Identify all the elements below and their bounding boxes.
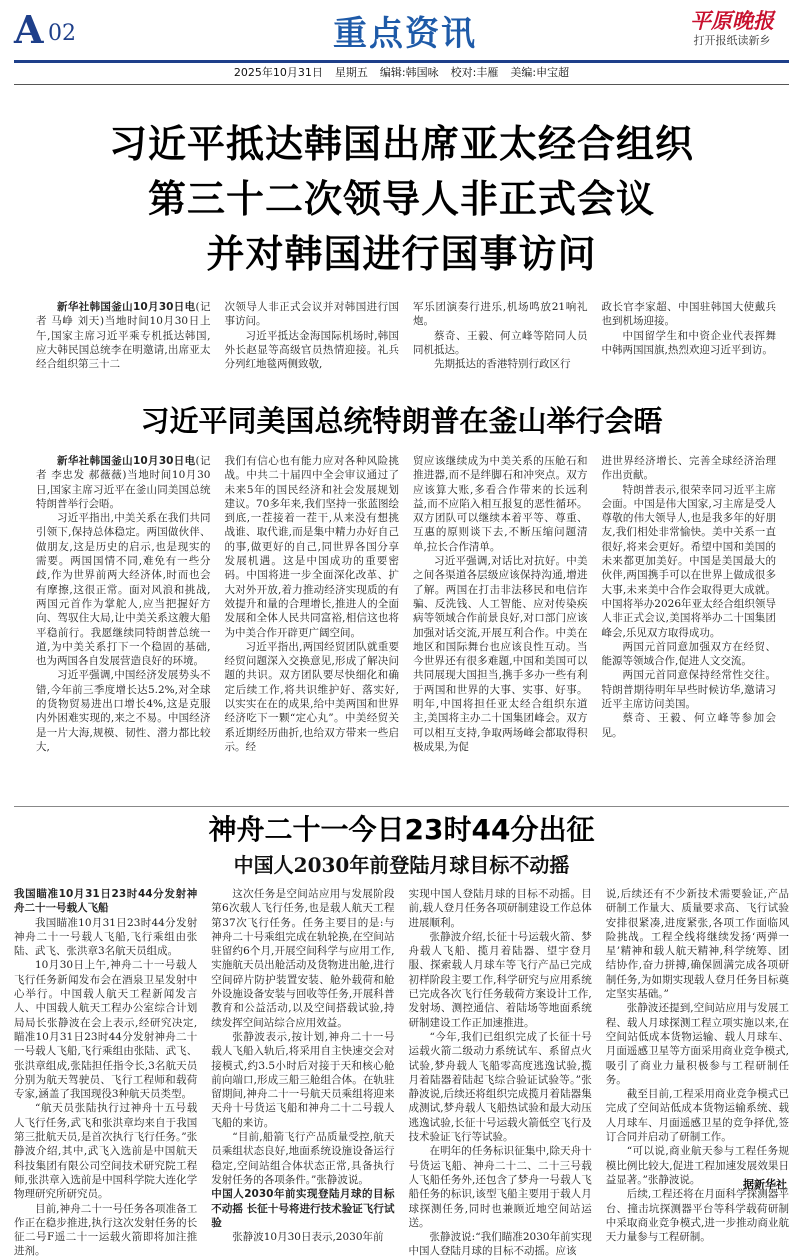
issue-weekday: 星期五: [334, 66, 368, 79]
article3-col4-p1: 说,后续还有不少新技术需要验证,产品研制工作量大、质量要求高、飞行试验安排很紧凑,进度紧张,各项工作面临风险挑战。工程全线将继续发扬‘两弹一星’精神和载人航天精神,科学统筹、团结协作,奋力拼搏,确保圆满完成各项研制任务,为如期实现载人登月任务目标奠定坚实基础。”: [605, 888, 789, 1001]
issue-date: 2025年10月31日: [233, 66, 323, 79]
article1-col4-text2: 中国留学生和中资企业代表挥舞中韩两国国旗,热烈欢迎习近平到访。: [601, 329, 776, 356]
article2-col1-p3: 习近平强调,中国经济发展势头不错,今年前三季度增长达5.2%,对全球的货物贸易进出口增长4%,这是克服内外困难实现的,来之不易。中国经济是一片大海,规模、韧性、潜力都比较大,: [36, 669, 211, 753]
article2-headline: 习近平同美国总统特朗普在釜山举行会晤: [140, 404, 663, 438]
article1-col2: [225, 300, 400, 388]
article1-col3-text2: 蔡奇、王毅、何立峰等陪同人员同机抵达。: [413, 329, 588, 356]
article3-col4-p2: 张静波还提到,空间站应用与发展工程、载人月球探测工程立项实施以来,在空间站低成本货物运输、载人月球车、月面遥感卫星等方面采用商业竞争模式,吸引了商业力量积极参与工程研制任务。: [605, 1002, 789, 1086]
article2-col2-p1: 我们有信心也有能力应对各种风险挑战。中共二十届四中全会审议通过了未来5年的国民经济和社会发展规划建议。70多年来,我们坚持一张蓝图绘到底,一茬接着一茬干,从来没有想挑战谁、取代谁,而是集中精力办好自己的事,做更好的自己,同世界各国分享发展机遇。这是中国成功的重要密码。中国将进一步全面深化改革、扩大对外开放,着力推动经济实现质的有效提升和量的合理增长,推进人的全面发展和全体人民共同富裕,相信这也将为中美合作开辟更广阔空间。: [224, 455, 399, 639]
article3-col3-p5: 张静波说:“我们瞄准2030年前实现中国人登陆月球的目标不动摇。应该: [408, 1231, 592, 1258]
article2-col4-p2: 特朗普表示,很荣幸同习近平主席会面。中国是伟大国家,习主席是受人尊敬的伟大领导人,也是我多年的好朋友,我们相处非常愉快。美中关系一直很好,将来会更好。希望中国和美国的未来都更加美好。中国是美国最大的伙伴,两国携手可以在世界上做成很多大事,未来美中合作会取得更大成就。中国将举办2026年亚太经合组织领导人非正式会议,美国将举办二十国集团峰会,乐见双方取得成功。: [601, 483, 776, 639]
article1-dateline: 新华社韩国釜山10月30日电: [57, 301, 196, 313]
article1-byline: (记者 马峥 刘天): [36, 301, 211, 328]
article2-col3: [413, 454, 588, 799]
article1-col2-text: 次领导人非正式会议并对韩国进行国事访问。: [224, 301, 399, 328]
article1-col4: [602, 300, 777, 388]
article2-col2: [225, 454, 400, 799]
article3-col3-p4: 在明年的任务标识征集中,除天舟十号货运飞船、神舟二十二、二十三号载人飞船任务外,还包含了梦舟一号载人飞船任务的标识,该型飞船主要用于载人月球探测任务,同时也兼顾近地空间站运送。: [408, 1145, 592, 1229]
article3-col1: [14, 887, 198, 1258]
article2-col1-p2: 习近平指出,中美关系在我们共同引领下,保持总体稳定。两国做伙伴、做朋友,这是历史的启示,也是现实的需要。两国国情不同,难免有一些分歧,作为世界前两大经济体,时而也会有摩擦,这很正常。面对风浪和挑战,两国元首作为掌舵人,应当把握好方向、驾驭住大局,让中美关系这艘大船平稳前行。我愿继续同特朗普总统一道,为中美关系打下一个稳固的基础,也为两国各自发展营造良好的环境。: [36, 512, 211, 668]
article3-col3-p2: 张静波介绍,长征十号运载火箭、梦舟载人飞船、揽月着陆器、望宇登月服、探索载人月球车等飞行产品已完成初样阶段主要工作,科学研究与应用系统已完成各次飞行任务载荷方案设计工作,发射场、测控通信、着陆场等地面系统研制建设工作正加速推进。: [408, 930, 592, 1029]
article2-col1-p1: 当地时间10月30日,国家主席习近平在釜山同美国总统特朗普举行会晤。: [36, 469, 211, 510]
article3-col1-p4: 目前,神舟二十一号任务各项准备工作正在稳步推进,执行这次发射任务的长征二号F遥二十一运载火箭即将加注推进剂。: [14, 1202, 198, 1258]
article2-body: [36, 454, 776, 799]
article3-col4-p3: 截至目前,工程采用商业竞争模式已完成了空间站低成本货物运输系统、载人月球车、月面遥感卫星的竞争择优,签订合同并启动了研制工作。: [605, 1088, 789, 1144]
article1-headline-line2: 第三十二次领导人非正式会议: [147, 177, 655, 221]
article3-col2-p4: 张静波10月30日表示,2030年前: [232, 1231, 384, 1244]
page-number: 02: [48, 21, 76, 46]
editor-credit: 编辑:韩国咏: [379, 66, 439, 79]
article2-col1: [36, 454, 211, 799]
dateline: [0, 66, 803, 80]
article3-col2: [211, 887, 395, 1244]
article2-col4-p1: 进世界经济增长、完善全球经济治理作出贡献。: [601, 455, 776, 482]
article2-col4-p3: 两国元首同意加强双方在经贸、能源等领域合作,促进人文交流。: [601, 640, 776, 668]
article3-col3-p3: “今年,我们已组织完成了长征十号运载火箭二级动力系统试车、系留点火试验,梦舟载人飞船零高度逃逸试验,揽月着陆器着陆起飞综合验证试验等。”张静波说,后续还将组织完成揽月着陆器集成测试,梦舟载人飞船热试验和最大动压逃逸试验,长征十号运载火箭低空飞行及技术验证飞行等试验。: [408, 1030, 592, 1144]
article1-headline-line3: 并对韩国进行国事访问: [206, 232, 597, 276]
article3-col3: [408, 887, 592, 1258]
article1-col3-text: 军乐团演奏行进乐,机场鸣放21响礼炮。: [413, 301, 588, 328]
article3-col1-p1: 我国瞄准10月31日23时44分发射神舟二十一号载人飞船,飞行乘组由张陆、武飞、张洪章3名航天员组成。: [14, 916, 198, 958]
header-rule: [14, 60, 789, 63]
brand-slogan: 打开报纸读新乡: [693, 34, 771, 47]
article1-headline: [0, 117, 803, 282]
article3-subheadline: 中国人2030年前登陆月球目标不动摇: [233, 853, 570, 877]
article1-body: [36, 300, 776, 388]
article2-col3-p2: 习近平强调,对话比对抗好。中美之间各渠道各层级应该保持沟通,增进了解。两国在打击非法移民和电信诈骗、反洗钱、人工智能、应对传染疾病等领域合作前景良好,对口部门应该加强对话交流,开展互利合作。中美在地区和国际舞台也应该良性互动。当今世界还有很多难题,中国和美国可以共同展现大国担当,携手多办一些有利于两国和世界的大事、实事、好事。明年,中国将担任亚太经合组织东道主,美国将主办二十国集团峰会。双方可以相互支持,争取两场峰会都取得积极成果,为促: [413, 555, 588, 753]
article3-col1-p2: 10月30日上午,神舟二十一号载人飞行任务新闻发布会在酒泉卫星发射中心举行。中国载人航天工程新闻发言人、中国载人航天工程办公室综合计划局局长张静波在会上表示,经研究决定,瞄准10月31日23时44分发射神舟二十一号载人飞船,飞行乘组由张陆、武飞、张洪章组成,张陆担任指令长,3名航天员分别为航天驾驶员、飞行工程师和载荷专家,涵盖了我国现役3种航天员类型。: [14, 959, 198, 1101]
article1-col3-text3: 先期抵达的香港特别行政区行: [434, 358, 571, 371]
article1-col3: [413, 300, 588, 388]
article-separator: [14, 806, 789, 807]
article3-col2-subhead: 中国人2030年前实现登陆月球的目标不动摇 长征十号将进行技术验证飞行试验: [211, 1188, 395, 1229]
section-title: 重点资讯: [333, 14, 477, 54]
article3-col3-p1: 实现中国人登陆月球的目标不动摇。目前,载人登月任务各项研制建设工作总体进展顺利。: [408, 888, 592, 929]
article1-col2-text2: 习近平抵达金海国际机场时,韩国外长赵显等高级官员热情迎接。礼兵分列红地毯两侧致敬,: [224, 329, 399, 371]
designer-credit: 美编:申宝超: [510, 66, 570, 79]
article1-col1-text: 当地时间10月30日上午,国家主席习近平乘专机抵达韩国,应大韩民国总统李在明邀请,出席亚太经合组织第三十二: [36, 315, 211, 371]
article2-dateline: 新华社韩国釜山10月30日电: [57, 455, 196, 467]
article3-col2-p2: 张静波表示,按计划,神舟二十一号载人飞船入轨后,将采用自主快速交会对接模式,约3.5小时后对接于天和核心舱前向端口,形成三船三舱组合体。在轨驻留期间,神舟二十一号航天员乘组将迎来天舟十号货运飞船和神舟二十二号载人飞船的来访。: [211, 1030, 395, 1129]
article1-col4-text: 政长官李家超、中国驻韩国大使戴兵也到机场迎接。: [601, 301, 776, 328]
article1-headline-line1: 习近平抵达韩国出席亚太经合组织: [108, 122, 694, 166]
source-credit: 据新华社: [743, 1178, 787, 1191]
article3-col2-p3: “目前,船箭飞行产品质量受控,航天员乘组状态良好,地面系统设施设备运行稳定,空间站组合体状态正常,具备执行发射任务的各项条件。”张静波说。: [211, 1131, 395, 1186]
article2-col3-p1: 贸应该继续成为中美关系的压舱石和推进器,而不是绊脚石和冲突点。双方应该算大账,多看合作带来的长远利益,而不应陷入相互报复的恶性循环。双方团队可以继续本着平等、尊重、互惠的原则谈下去,不断压缩问题清单,拉长合作清单。: [413, 455, 588, 553]
article2-col4-p5: 蔡奇、王毅、何立峰等参加会见。: [601, 712, 776, 739]
article2-col4-p4: 两国元首同意保持经常性交往。特朗普期待明年早些时候访华,邀请习近平主席访问美国。: [601, 669, 776, 711]
article3-headline: 神舟二十一今日23时44分出征: [208, 813, 595, 846]
page-letter: A: [14, 7, 44, 52]
brand: [672, 8, 792, 48]
article2-col4: [602, 454, 777, 799]
article3-col1-subhead: 我国瞄准10月31日23时44分发射神舟二十一号载人飞船: [14, 888, 198, 915]
brand-logo: 平原晚报: [690, 8, 774, 33]
dateline-rule: [14, 84, 789, 85]
article2-col2-p2: 习近平指出,两国经贸团队就重要经贸问题深入交换意见,形成了解决问题的共识。双方团队要尽快细化和确定后续工作,将共识维护好、落实好,以实实在在的成果,给中美两国和世界经济吃下一颗“定心丸”。中美经贸关系近期经历曲折,也给双方带来一些启示。经: [224, 640, 399, 753]
article3-col4-p5: 后续,工程还将在月面科学探测器平台、撞击坑探测器平台等科学载荷研制中采取商业竞争模式,进一步推动商业航天力量参与工程研制。: [605, 1188, 789, 1244]
article3-col4-p4: “可以说,商业航天参与工程任务规模比例比较大,促进工程加速发展效果日益显著。”张静波说。: [605, 1145, 789, 1186]
article3-col2-p1: 这次任务是空间站应用与发展阶段第6次载人飞行任务,也是载人航天工程第37次飞行任务。任务主要目的是:与神舟二十号乘组完成在轨轮换,在空间站驻留约6个月,开展空间科学与应用工作,实施航天员出舱活动及货物进出舱,进行空间碎片防护装置安装、舱外载荷和舱外设施设备安装与回收等任务,开展科普教育和公益活动,以及空间搭载试验,持续发挥空间站综合应用效益。: [211, 888, 395, 1029]
article1-col1: [36, 300, 211, 388]
page-header: [0, 0, 803, 95]
article3-col1-p3: “航天员张陆执行过神舟十五号载人飞行任务,武飞和张洪章均来自于我国第三批航天员,是首次执行飞行任务。”张静波介绍,其中,武飞入选前是中国航天科技集团有限公司空间技术研究院工程师,张洪章入选前是中国科学院大连化学物理研究所研究员。: [14, 1102, 198, 1201]
article2-byline: (记者 李忠发 郝薇薇): [36, 455, 211, 482]
proofreader-credit: 校对:丰雁: [450, 66, 499, 79]
